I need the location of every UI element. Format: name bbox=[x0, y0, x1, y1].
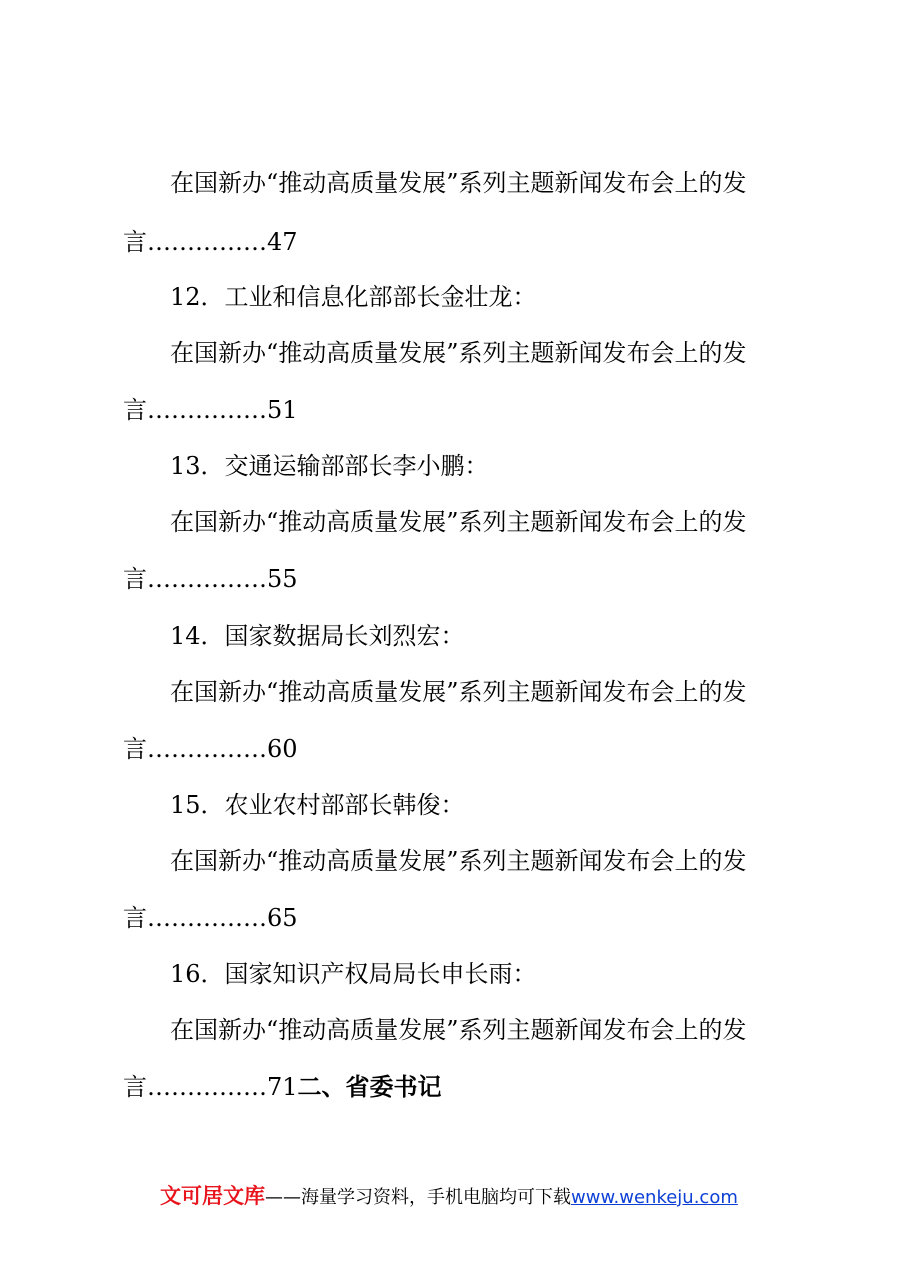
toc-last-line bbox=[123, 1072, 442, 1102]
section-heading: 二、省委书记 bbox=[297, 1073, 442, 1101]
footer-brand: 文可居文库 bbox=[160, 1184, 265, 1208]
toc-entry-page: 言……………60 bbox=[123, 735, 298, 763]
toc-entry-title: 在国新办“推动高质量发展”系列主题新闻发布会上的发 bbox=[170, 339, 747, 367]
toc-entry-page: 言……………47 bbox=[123, 228, 298, 256]
toc-entry-page: 言……………71 bbox=[123, 1073, 298, 1101]
toc-entry-speaker: 13．交通运输部部长李小鹏： bbox=[170, 452, 489, 480]
toc-entry-title: 在国新办“推动高质量发展”系列主题新闻发布会上的发 bbox=[170, 169, 747, 197]
toc-entry-speaker: 12．工业和信息化部部长金壮龙： bbox=[170, 283, 537, 311]
toc-entry-title: 在国新办“推动高质量发展”系列主题新闻发布会上的发 bbox=[170, 847, 747, 875]
toc-entry-title: 在国新办“推动高质量发展”系列主题新闻发布会上的发 bbox=[170, 508, 747, 536]
toc-entry-title: 在国新办“推动高质量发展”系列主题新闻发布会上的发 bbox=[170, 678, 747, 706]
toc-entry-title: 在国新办“推动高质量发展”系列主题新闻发布会上的发 bbox=[170, 1016, 747, 1044]
footer-link[interactable]: www.wenkeju.com bbox=[571, 1187, 738, 1208]
page-footer bbox=[160, 1182, 738, 1212]
toc-entry-page: 言……………51 bbox=[123, 396, 298, 424]
toc-entry-speaker: 15．农业农村部部长韩俊： bbox=[170, 791, 465, 819]
footer-tagline: ——海量学习资料，手机电脑均可下载 bbox=[265, 1187, 571, 1208]
toc-entry-page: 言……………65 bbox=[123, 904, 298, 932]
toc-entry-speaker: 16．国家知识产权局局长申长雨： bbox=[170, 960, 537, 988]
toc-entry-speaker: 14．国家数据局长刘烈宏： bbox=[170, 622, 465, 650]
toc-entry-page: 言……………55 bbox=[123, 565, 298, 593]
